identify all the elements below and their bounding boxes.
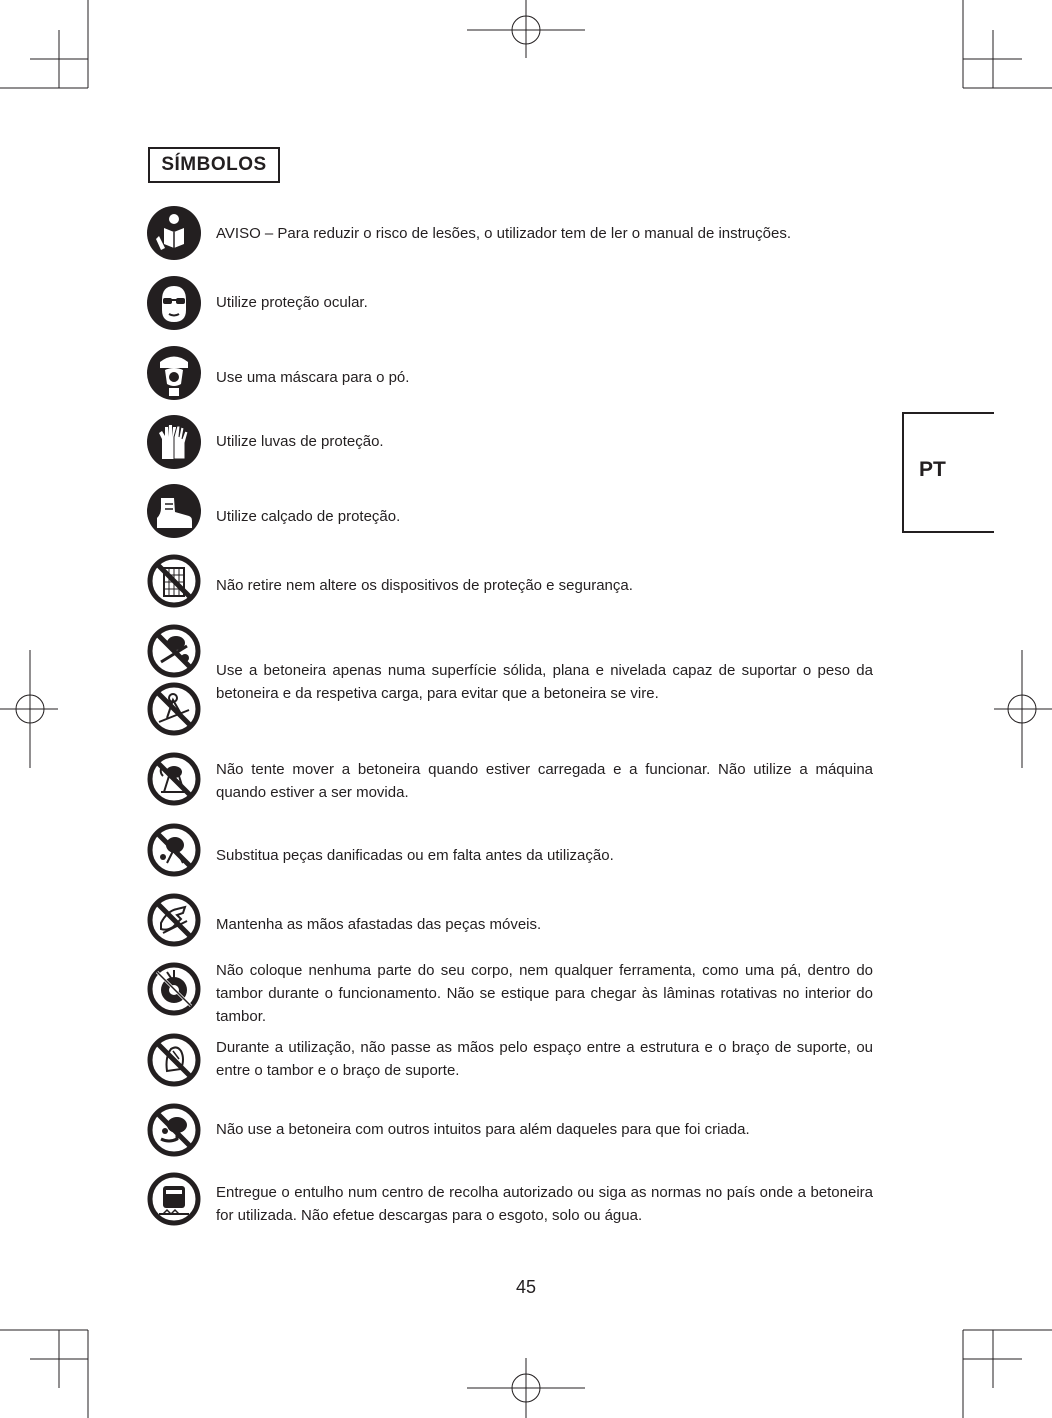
- dispose-waste-icon: [147, 1172, 201, 1226]
- section-heading: SÍMBOLOS: [148, 147, 280, 183]
- language-tab-label: PT: [919, 458, 946, 481]
- protective-gloves-icon: [147, 415, 201, 469]
- symbol-text: Não retire nem altere os dispositivos de proteção e segurança.: [216, 577, 633, 594]
- symbol-text: Utilize calçado de proteção.: [216, 508, 401, 525]
- symbol-text: Use a betoneira apenas numa superfície sólida, plana e nivelada capaz de suportar o peso da betoneira e da respetiva carga, para evitar que a betoneira se vire.: [216, 662, 873, 702]
- no-body-in-drum-icon: [147, 962, 201, 1016]
- symbol-text: Utilize proteção ocular.: [216, 294, 368, 311]
- no-hands-between-frame-icon: [147, 1033, 201, 1087]
- symbol-text: Entregue o entulho num centro de recolha autorizado ou siga as normas no país onde a betoneira for utilizada. Não efetue descargas para o esgoto, solo ou água.: [216, 1184, 873, 1224]
- symbol-text: AVISO – Para reduzir o risco de lesões, o utilizador tem de ler o manual de instruções.: [216, 225, 792, 242]
- do-not-move-when-loaded-icon: [147, 752, 201, 806]
- uneven-ground-icon: [147, 682, 201, 736]
- replace-damaged-parts-icon: [147, 823, 201, 877]
- intended-use-only-icon: [147, 1103, 201, 1157]
- page-number: 45: [515, 1277, 537, 1297]
- eye-protection-icon: [147, 276, 201, 330]
- keep-hands-away-icon: [147, 893, 201, 947]
- mixer-tipping-icon: [147, 624, 201, 678]
- read-manual-icon: [147, 206, 201, 260]
- symbol-text: Não use a betoneira com outros intuitos para além daqueles para que foi criada.: [216, 1121, 750, 1138]
- do-not-remove-guards-icon: [147, 554, 201, 608]
- language-tab: [902, 412, 994, 533]
- symbol-text: Não coloque nenhuma parte do seu corpo, nem qualquer ferramenta, como uma pá, dentro do tambor durante o funcionamento. Não se estique para chegar às lâminas rotativas no interior do tambor.: [216, 962, 873, 1025]
- symbol-text: Mantenha as mãos afastadas das peças móveis.: [216, 916, 542, 933]
- symbol-text: Durante a utilização, não passe as mãos pelo espaço entre a estrutura e o braço de suporte, ou entre o tambor e o braço de suporte.: [216, 1039, 873, 1079]
- symbol-text: Substitua peças danificadas ou em falta antes da utilização.: [216, 847, 614, 864]
- safety-footwear-icon: [147, 484, 201, 538]
- symbol-text: Utilize luvas de proteção.: [216, 433, 384, 450]
- dust-mask-icon: [147, 346, 201, 400]
- symbol-text: Use uma máscara para o pó.: [216, 369, 410, 386]
- symbol-text: Não tente mover a betoneira quando estiver carregada e a funcionar. Não utilize a máquina quando estiver a ser movida.: [216, 761, 873, 801]
